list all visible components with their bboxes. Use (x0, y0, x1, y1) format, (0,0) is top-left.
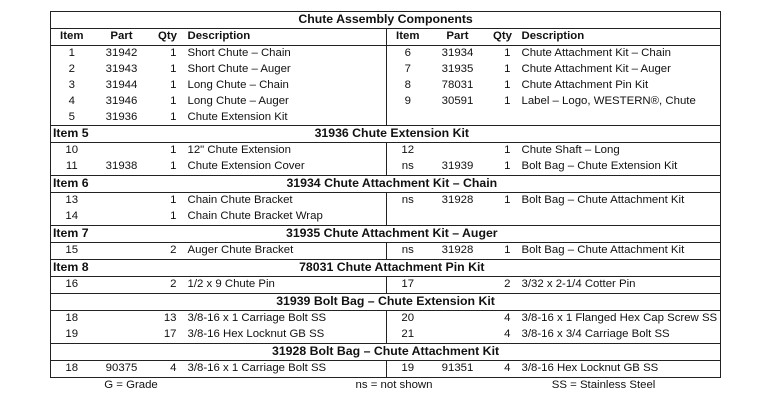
cell-item: 14 (51, 209, 93, 225)
cell-desc: Auger Chute Bracket (185, 243, 387, 260)
column-header-part: Part (93, 29, 151, 46)
cell-part: 91351 (429, 360, 487, 377)
cell-desc: 3/8-16 x 3/4 Carriage Bolt SS (519, 327, 721, 343)
section-row (51, 310, 721, 326)
cell-part: 31928 (429, 243, 487, 260)
cell-part (429, 209, 487, 225)
cell-item: 7 (404, 62, 411, 75)
section-title: 31936 Chute Extension Kit (151, 126, 721, 143)
cell-item: 19 (51, 327, 93, 343)
cell-desc: Chain Chute Bracket (185, 193, 387, 209)
section-item-label: Item 6 (51, 176, 151, 193)
cell-desc: Chain Chute Bracket Wrap (185, 209, 387, 225)
cell-item: 4 (51, 94, 93, 110)
column-header-item: Item (387, 29, 429, 46)
cell-qty: 1 (170, 144, 177, 157)
cell-desc: Short Chute – Auger (185, 62, 387, 78)
section-header-row (51, 176, 721, 193)
table-title: Chute Assembly Components (51, 12, 721, 29)
cell-desc: 1/2 x 9 Chute Pin (185, 276, 387, 293)
cell-desc: Long Chute – Auger (185, 94, 387, 110)
cell-desc: Bolt Bag – Chute Extension Kit (519, 159, 721, 175)
cell-qty: 17 (151, 327, 185, 343)
cell-qty: 2 (151, 276, 185, 293)
cell-desc: 3/8-16 Hex Locknut GB SS (185, 327, 387, 343)
cell-desc: Chute Attachment Pin Kit (519, 78, 721, 94)
section-header-row (51, 259, 721, 276)
cell-part (429, 327, 487, 343)
cell-qty: 1 (504, 46, 511, 59)
section-title: 31928 Bolt Bag – Chute Attachment Kit (51, 343, 721, 360)
section-header-row (51, 126, 721, 143)
cell-part (429, 276, 487, 293)
cell-desc: Chute Attachment Kit – Auger (519, 62, 721, 78)
cell-qty: 1 (504, 94, 511, 107)
cell-desc: 3/8-16 x 1 Carriage Bolt SS (185, 360, 387, 377)
cell-desc: 3/32 x 2-1/4 Cotter Pin (519, 276, 721, 293)
cell-part: 30591 (441, 94, 474, 107)
cell-part: 31942 (105, 46, 138, 59)
cell-part (93, 193, 151, 209)
legend-grade: G = Grade (104, 378, 158, 391)
legend-row (51, 377, 721, 393)
cell-part: 31934 (441, 46, 474, 59)
cell-qty: 4 (487, 327, 519, 343)
cell-qty: 1 (504, 194, 511, 207)
cell-part (93, 243, 151, 260)
section-row (51, 209, 721, 225)
column-header-row (51, 29, 721, 46)
cell-desc: Long Chute – Chain (185, 78, 387, 94)
cell-qty: 4 (151, 360, 185, 377)
cell-desc: 3/8-16 x 1 Flanged Hex Cap Screw SS (519, 310, 721, 326)
cell-qty: 1 (504, 62, 511, 75)
section-row (51, 143, 721, 159)
cell-qty: 1 (170, 94, 177, 107)
cell-part: 31946 (105, 94, 138, 107)
cell-qty: 1 (170, 46, 177, 59)
section-row (51, 327, 721, 343)
component-row (51, 62, 721, 78)
cell-qty: 1 (151, 110, 185, 126)
section-title: 78031 Chute Attachment Pin Kit (151, 259, 721, 276)
column-header-qty: Qty (487, 29, 519, 46)
section-row (51, 276, 721, 293)
column-header-description: Description (185, 29, 387, 46)
cell-part: 31936 (93, 110, 151, 126)
cell-part: 78031 (441, 78, 474, 91)
column-header-description: Description (519, 29, 721, 46)
section-header-row (51, 343, 721, 360)
section-header-row (51, 226, 721, 243)
section-row (51, 159, 721, 175)
cell-qty: 4 (487, 360, 519, 377)
cell-desc: 3/8-16 Hex Locknut GB SS (519, 360, 721, 377)
cell-item: 15 (51, 243, 93, 260)
cell-desc: Chute Extension Kit (185, 110, 387, 126)
cell-desc: Bolt Bag – Chute Attachment Kit (519, 193, 721, 209)
section-item-label: Item 5 (51, 126, 151, 143)
column-header-qty: Qty (151, 29, 185, 46)
cell-part (93, 143, 151, 159)
table-title-row (51, 12, 721, 29)
cell-item (387, 110, 429, 126)
cell-item: 19 (387, 360, 429, 377)
section-title: 31935 Chute Attachment Kit – Auger (151, 226, 721, 243)
cell-part (93, 209, 151, 225)
column-header-item: Item (51, 29, 93, 46)
legend-stainless: SS = Stainless Steel (551, 378, 656, 391)
cell-item: 8 (404, 78, 411, 91)
components-table-wrapper (50, 11, 720, 394)
component-row (51, 110, 721, 126)
section-item-label: Item 7 (51, 226, 151, 243)
cell-item: 11 (51, 159, 93, 175)
section-row (51, 243, 721, 260)
cell-desc: 3/8-16 x 1 Carriage Bolt SS (185, 310, 387, 326)
cell-item: 16 (51, 276, 93, 293)
cell-item: ns (401, 194, 414, 207)
cell-desc: Bolt Bag – Chute Attachment Kit (519, 243, 721, 260)
section-item-label: Item 8 (51, 259, 151, 276)
component-row (51, 78, 721, 94)
cell-desc: Chute Attachment Kit – Chain (519, 45, 721, 61)
cell-item: ns (387, 159, 429, 175)
section-row (51, 360, 721, 377)
cell-part: 31939 (429, 159, 487, 175)
cell-qty: 1 (504, 144, 511, 157)
cell-item: 5 (51, 110, 93, 126)
column-header-part: Part (429, 29, 487, 46)
cell-item: 13 (51, 193, 93, 209)
section-header-row (51, 293, 721, 310)
cell-qty (487, 110, 519, 126)
component-row (51, 45, 721, 61)
cell-qty: 1 (151, 209, 185, 225)
cell-part (429, 110, 487, 126)
cell-part: 90375 (93, 360, 151, 377)
cell-item: 17 (387, 276, 429, 293)
cell-part: 31935 (441, 62, 474, 75)
cell-item: ns (387, 243, 429, 260)
cell-desc: Chute Shaft – Long (519, 143, 721, 159)
cell-part (93, 327, 151, 343)
cell-qty: 1 (170, 78, 177, 91)
component-row (51, 94, 721, 110)
cell-qty: 4 (504, 311, 511, 324)
cell-item: 18 (51, 310, 93, 326)
cell-qty (487, 209, 519, 225)
cell-qty: 1 (487, 243, 519, 260)
cell-qty: 1 (504, 78, 511, 91)
cell-desc (519, 110, 721, 126)
cell-item: 9 (404, 94, 411, 107)
cell-part (93, 276, 151, 293)
cell-desc: 12" Chute Extension (185, 143, 387, 159)
cell-qty: 1 (170, 62, 177, 75)
cell-item: 21 (387, 327, 429, 343)
cell-qty: 1 (151, 159, 185, 175)
cell-part: 31944 (105, 78, 138, 91)
cell-item: 10 (51, 143, 93, 159)
cell-qty: 1 (487, 159, 519, 175)
cell-desc: Chute Extension Cover (185, 159, 387, 175)
chute-components-table (50, 11, 721, 394)
cell-item: 1 (51, 45, 93, 61)
cell-item: 18 (51, 360, 93, 377)
cell-desc (519, 209, 721, 225)
cell-item: 3 (51, 78, 93, 94)
section-row (51, 193, 721, 209)
section-title: 31939 Bolt Bag – Chute Extension Kit (51, 293, 721, 310)
cell-qty: 2 (487, 276, 519, 293)
cell-part: 31928 (441, 194, 474, 207)
cell-desc: Label – Logo, WESTERN®, Chute (519, 94, 721, 110)
cell-desc: Short Chute – Chain (185, 45, 387, 61)
cell-item: 6 (404, 46, 411, 59)
cell-qty: 1 (170, 194, 177, 207)
cell-item: 12 (401, 144, 415, 157)
cell-part (93, 310, 151, 326)
legend-not-shown: ns = not shown (355, 378, 433, 391)
cell-part: 31938 (93, 159, 151, 175)
cell-item: 2 (51, 62, 93, 78)
cell-part (429, 143, 487, 159)
cell-qty: 2 (151, 243, 185, 260)
section-title: 31934 Chute Attachment Kit – Chain (151, 176, 721, 193)
cell-part: 31943 (105, 62, 138, 75)
cell-item: 20 (401, 311, 415, 324)
cell-part (429, 310, 487, 326)
cell-qty: 13 (163, 311, 177, 324)
cell-item (387, 209, 429, 225)
